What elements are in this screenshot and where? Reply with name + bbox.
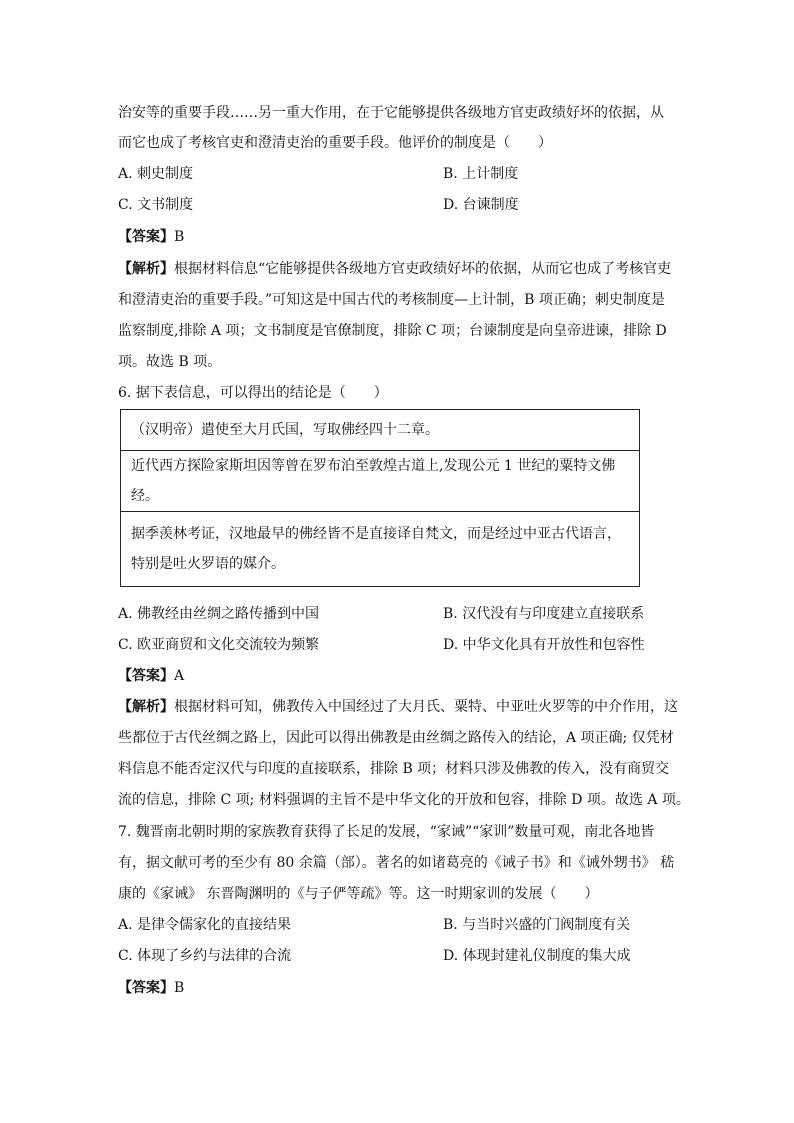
q6-analysis-line-1 xyxy=(118,697,678,717)
analysis-tag: 【解析】 xyxy=(118,261,174,277)
answer-tag: 【答案】 xyxy=(118,668,174,684)
q7-option-c: C. 体现了乡约与法律的合流 xyxy=(118,948,292,964)
analysis-text: 根据材料信息“它能够提供各级地方官吏政绩好坏的依据，从而它也成了考核官吏 xyxy=(174,261,672,277)
q7-option-b: B. 与当时兴盛的门阀制度有关 xyxy=(443,917,631,933)
q6-analysis-line-4: 流的信息，排除 C 项; 材料强调的主旨不是中华文化的开放和包容，排除 D 项。故选 A 项。 xyxy=(118,792,690,808)
q7-stem-line-3: 康的《家诫》 东晋陶渊明的《与子俨等疏》等。这一时期家训的发展（ ） xyxy=(118,886,599,902)
q6-analysis-line-3: 料信息不能否定汉代与印度的直接联系，排除 B 项；材料只涉及佛教的传入，没有商贸交 xyxy=(118,761,670,777)
q7-option-a: A. 是律令儒家化的直接结果 xyxy=(118,917,292,933)
q6-stem: 6. 据下表信息，可以得出的结论是（ ） xyxy=(118,385,388,401)
q6-option-a: A. 佛教经由丝绸之路传播到中国 xyxy=(118,606,320,622)
q5-analysis-line-3: 监察制度,排除 A 项；文书制度是官僚制度，排除 C 项；台谏制度是向皇帝进谏，排除 D xyxy=(118,323,667,339)
q5-stem-line-1: 治安等的重要手段……另一重大作用，在于它能够提供各级地方官吏政绩好坏的依据，从 xyxy=(118,105,664,121)
answer-value: A xyxy=(174,668,185,684)
q5-answer xyxy=(118,227,184,247)
answer-tag: 【答案】 xyxy=(118,229,174,245)
q6-answer xyxy=(118,666,184,686)
q6-option-c: C. 欧亚商贸和文化交流较为频繁 xyxy=(118,637,320,653)
analysis-text: 根据材料可知，佛教传入中国经过了大月氏、粟特、中亚吐火罗等的中介作用，这 xyxy=(174,699,678,715)
q5-analysis-line-2: 和澄清吏治的重要手段。”可知这是中国古代的考核制度—上计制，B 项正确；刺史制度是 xyxy=(118,292,665,308)
q6-option-d: D. 中华文化具有开放性和包容性 xyxy=(443,637,645,653)
q6-info-table xyxy=(120,409,640,587)
q5-option-b: B. 上计制度 xyxy=(443,166,519,182)
answer-tag: 【答案】 xyxy=(118,980,174,996)
q7-stem-line-2: 有，据文献可考的至少有 80 余篇（部）。著名的如诸葛亮的《诫子书》和《诫外甥书》 嵇 xyxy=(118,855,675,871)
q5-option-a: A. 刺史制度 xyxy=(118,166,194,182)
analysis-tag: 【解析】 xyxy=(118,699,174,715)
answer-value: B xyxy=(174,980,185,996)
q6-table-row-1: （汉明帝）遣使至大月氏国，写取佛经四十二章。 xyxy=(121,410,640,451)
q6-table-row-2: 近代西方探险家斯坦因等曾在罗布泊至敦煌古道上,发现公元 1 世纪的粟特文佛经。 xyxy=(121,451,640,512)
q7-answer xyxy=(118,978,184,998)
q5-option-c: C. 文书制度 xyxy=(118,197,194,213)
q5-option-d: D. 台谏制度 xyxy=(443,197,519,213)
q6-analysis-line-2: 些都位于古代丝绸之路上，因此可以得出佛教是由丝绸之路传入的结论，A 项正确; 仅凭材 xyxy=(118,730,674,746)
q5-analysis-line-1 xyxy=(118,259,671,279)
q7-stem-line-1: 7. 魏晋南北朝时期的家族教育获得了长足的发展，“家诫”“家训”数量可观，南北各地皆 xyxy=(118,824,655,840)
q5-analysis-line-4: 项。故选 B 项。 xyxy=(118,354,222,370)
q6-table-row-3: 据季羡林考证，汉地最早的佛经皆不是直接译自梵文，而是经过中亚古代语言，特别是吐火罗语的媒介。 xyxy=(121,512,640,587)
q7-option-d: D. 体现封建礼仪制度的集大成 xyxy=(443,948,631,964)
q6-option-b: B. 汉代没有与印度建立直接联系 xyxy=(443,606,645,622)
q5-stem-line-2: 而它也成了考核官吏和澄清吏治的重要手段。他评价的制度是（ ） xyxy=(118,135,552,151)
answer-value: B xyxy=(174,229,185,245)
